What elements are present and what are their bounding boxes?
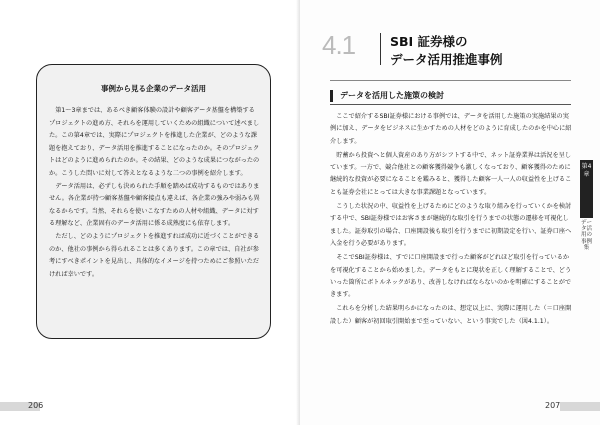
box-paragraph: データ活用は、必ずしも決められた手順を踏めば成功するものではありません。各企業が持つ顧客基盤や顧客接点も違えば、各企業の強みや弱みも異なるからです。当然、それらを使いこなすための人材や組織、データに対する理解など、企業固有のデータ活用に係る成熟度にも依存します。 xyxy=(49,182,260,228)
box-paragraph: ただし、どのようにプロジェクトを推進すれば成功に近づくことができるのか、他社の事例から得られることは多くあります。この章では、自社が参考にすべきポイントを見出し、具体的なイメージを持つためにご参照いただければ幸いです。 xyxy=(49,232,260,278)
page-number-left: 206 xyxy=(28,401,44,410)
chapter-side-text: データ活用の事例集 xyxy=(581,220,593,251)
body-paragraph: これらを分析した結果明らかになったのは、想定以上に、実際に運用した（＝口座開設した）顧客が初回取引開始まで至っていない、という事実でした（図4.1.1）。 xyxy=(330,305,572,325)
box-body xyxy=(49,105,260,281)
section-title: データを活用した施策の検討 xyxy=(340,91,444,100)
section-rule xyxy=(330,104,571,105)
page-bar-right xyxy=(560,402,600,411)
body-paragraph: こうした状況の中、収益性を上げるためにどのような取り組みを行っていくかを検討する中で、SBI証券様ではお客さまが継続的な取引を行うまでの状態の遷移を可視化しました。証券取引の場合、口座開設後も取引を行うまでに初期設定を行い、証券口座へ入金を行う必要があります。 xyxy=(330,203,572,247)
box-title: 事例から見る企業のデータ活用 xyxy=(101,84,206,93)
right-body-text xyxy=(330,111,572,330)
body-paragraph: ここで紹介するSBI証券様における事例では、データを活用した施策の実施結果の実例に加え、データをビジネスに生かすための人材をどのように育成したのかを中心に紹介します。 xyxy=(330,113,572,145)
body-paragraph: 貯蓄から投資へと個人資産のあり方がシフトする中で、ネット証券業界は活況を呈しています。一方で、競合他社との顧客獲得競争も激しくなっており、顧客獲得のために継続的な投資が必要になることを鑑みると、獲得した顧客一人一人の収益性を上げることも証券会社にとっては大きな事業課題となっています。 xyxy=(330,151,572,196)
chapter-number: 4.1 xyxy=(322,30,356,60)
heading-rule xyxy=(330,80,571,81)
chapter-side-tab: 第4章 xyxy=(580,160,593,218)
chapter-divider xyxy=(380,33,381,65)
intro-box xyxy=(36,64,271,339)
page-number-right: 207 xyxy=(545,401,561,410)
chapter-title-line1: SBI 証券様の xyxy=(390,34,468,49)
body-paragraph: そこでSBI証券様は、すでに口座開設まで行った顧客がどれほど取引を行っているかを可視化することから始めました。データをもとに現状を正しく理解することで、どういった箇所にボトルネックがあり、改善しなければならないのかを明確にすることができます。 xyxy=(330,254,572,299)
section-marker xyxy=(330,90,333,102)
box-paragraph: 第1～3章までは、あるべき顧客体験の設計や顧客データ基盤を構築するプロジェクトの進め方、それらを運用していくための組織について述べました。この第4章では、実際にプロジェクトを推進した企業が、どのような課題を抱えており、データ活用を推進することになったのか。そのプロジェクトはどのように進められたのか。その結果、どのような成果につながったのか。こうした問いに対して答えとなるような二つの事例を紹介します。 xyxy=(49,107,260,177)
chapter-title-line2: データ活用推進事例 xyxy=(390,52,503,67)
